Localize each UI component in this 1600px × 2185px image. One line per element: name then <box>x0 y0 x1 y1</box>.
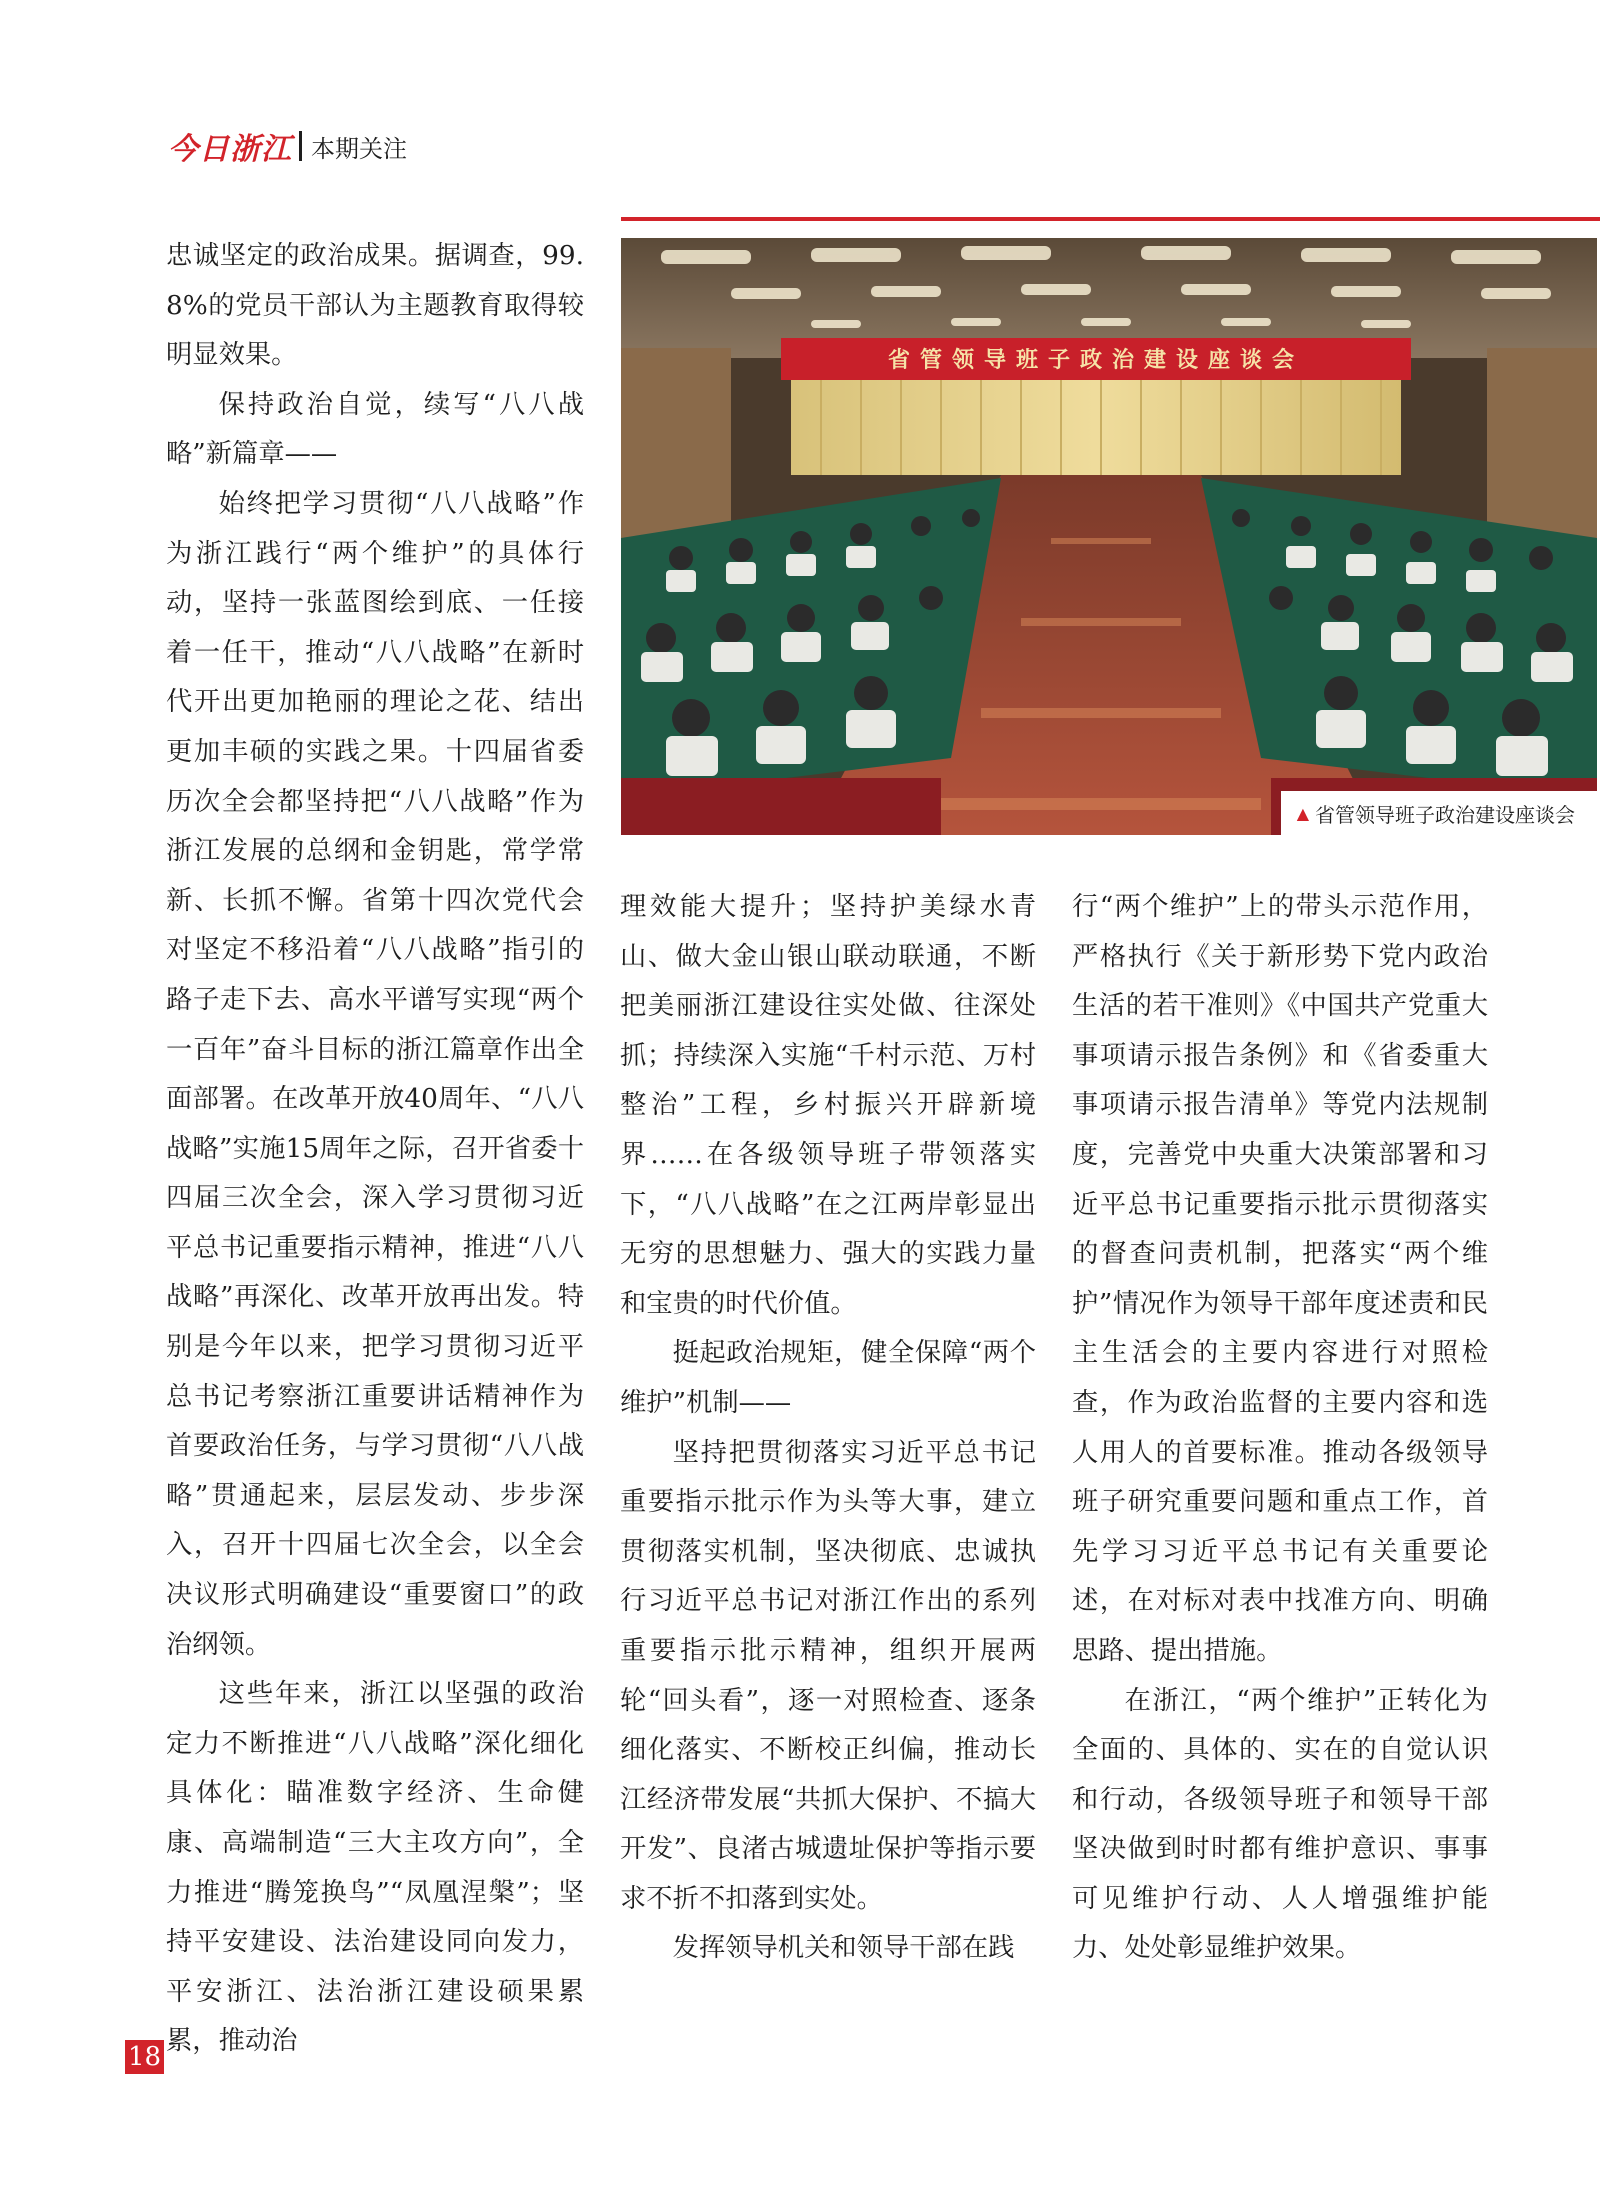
page-header <box>168 126 407 166</box>
header-divider <box>299 131 302 161</box>
caption-text: 省管领导班子政治建设座谈会 <box>1315 802 1575 827</box>
text-column-3 <box>1072 883 1488 1974</box>
text-column-2 <box>620 883 1036 1974</box>
section-title: 本期关注 <box>311 134 407 163</box>
text-column-1 <box>166 232 584 2067</box>
magazine-logo: 今日浙江 <box>168 132 292 167</box>
paragraph: 坚持把贯彻落实习近平总书记重要指示批示作为头等大事，建立贯彻落实机制，坚决彻底、忠诚执行习近平总书记对浙江作出的系列重要指示批示精神，组织开展两轮“回头看”，逐一对照检查、逐条细化落实、不断校正纠偏，推动长江经济带发展“共抓大保护、不搞大开发”、良渚古城遗址保护等指示要求不折不扣落到实处。 <box>620 1437 1036 1914</box>
paragraph: 始终把学习贯彻“八八战略”作为浙江践行“两个维护”的具体行动，坚持一张蓝图绘到底、一任接着一任干，推动“八八战略”在新时代开出更加艳丽的理论之花、结出更加丰硕的实践之果。十四届省委历次全会都坚持把“八八战略”作为浙江发展的总纲和金钥匙，常学常新、长抓不懈。省第十四次党代会对坚定不移沿着“八八战略”指引的路子走下去、高水平谱写实现“两个一百年”奋斗目标的浙江篇章作出全面部署。在改革开放40周年、“八八战略”实施15周年之际，召开省委十四届三次全会，深入学习贯彻习近平总书记重要指示精神，推进“八八战略”再深化、改革开放再出发。特别是今年以来，把学习贯彻习近平总书记考察浙江重要讲话精神作为首要政治任务，与学习贯彻“八八战略”贯通起来，层层发动、步步深入，召开十四届七次全会，以全会决议形式明确建设“重要窗口”的政治纲领。 <box>166 488 584 1660</box>
paragraph: 理效能大提升；坚持护美绿水青山、做大金山银山联动联通，不断把美丽浙江建设往实处做、往深处抓；持续深入实施“千村示范、万村整治”工程，乡村振兴开辟新境界……在各级领导班子带领落实下，“八八战略”在之江两岸彰显出无穷的思想魅力、强大的实践力量和宝贵的时代价值。 <box>620 892 1036 1319</box>
paragraph: 行“两个维护”上的带头示范作用，严格执行《关于新形势下党内政治生活的若干准则》《中国共产党重大事项请示报告条例》和《省委重大事项请示报告清单》等党内法规制度，完善党中央重大决策部署和习近平总书记重要指示批示贯彻落实的督查问责机制，把落实“两个维护”情况作为领导干部年度述责和民主生活会的主要内容进行对照检查，作为政治监督的主要内容和选人用人的首要标准。推动各级领导班子研究重要问题和重点工作，首先学习习近平总书记有关重要论述，在对标对表中找准方向、明确思路、提出措施。 <box>1072 892 1488 1666</box>
page-number: 18 <box>125 2040 164 2074</box>
paragraph: 忠诚坚定的政治成果。据调查，99.8%的党员干部认为主题教育取得较明显效果。 <box>166 241 584 371</box>
meeting-photo <box>621 238 1597 835</box>
banner-text: 省管领导班子政治建设座谈会 <box>887 347 1305 373</box>
subheading: 挺起政治规矩，健全保障“两个维护”机制—— <box>620 1338 1036 1418</box>
paragraph: 发挥领导机关和领导干部在践 <box>672 1933 1015 1964</box>
paragraph: 在浙江，“两个维护”正转化为全面的、具体的、实在的自觉认识和行动，各级领导班子和领导干部坚决做到时时都有维护意识、事事可见维护行动、人人增强维护能力、处处彰显维护效果。 <box>1072 1685 1488 1964</box>
subheading: 保持政治自觉，续写“八八战略”新篇章—— <box>166 389 584 470</box>
photo-caption <box>1281 791 1597 835</box>
caption-triangle-icon: ▲ <box>1296 803 1309 823</box>
paragraph: 这些年来，浙江以坚强的政治定力不断推进“八八战略”深化细化具体化：瞄准数字经济、生命健康、高端制造“三大主攻方向”，全力推进“腾笼换鸟”“凤凰涅槃”；坚持平安建设、法治建设同向发力，平安浙江、法治浙江建设硕果累累，推动治 <box>166 1679 584 2057</box>
meeting-photo-illustration <box>621 238 1597 835</box>
photo-top-rule <box>621 217 1600 221</box>
